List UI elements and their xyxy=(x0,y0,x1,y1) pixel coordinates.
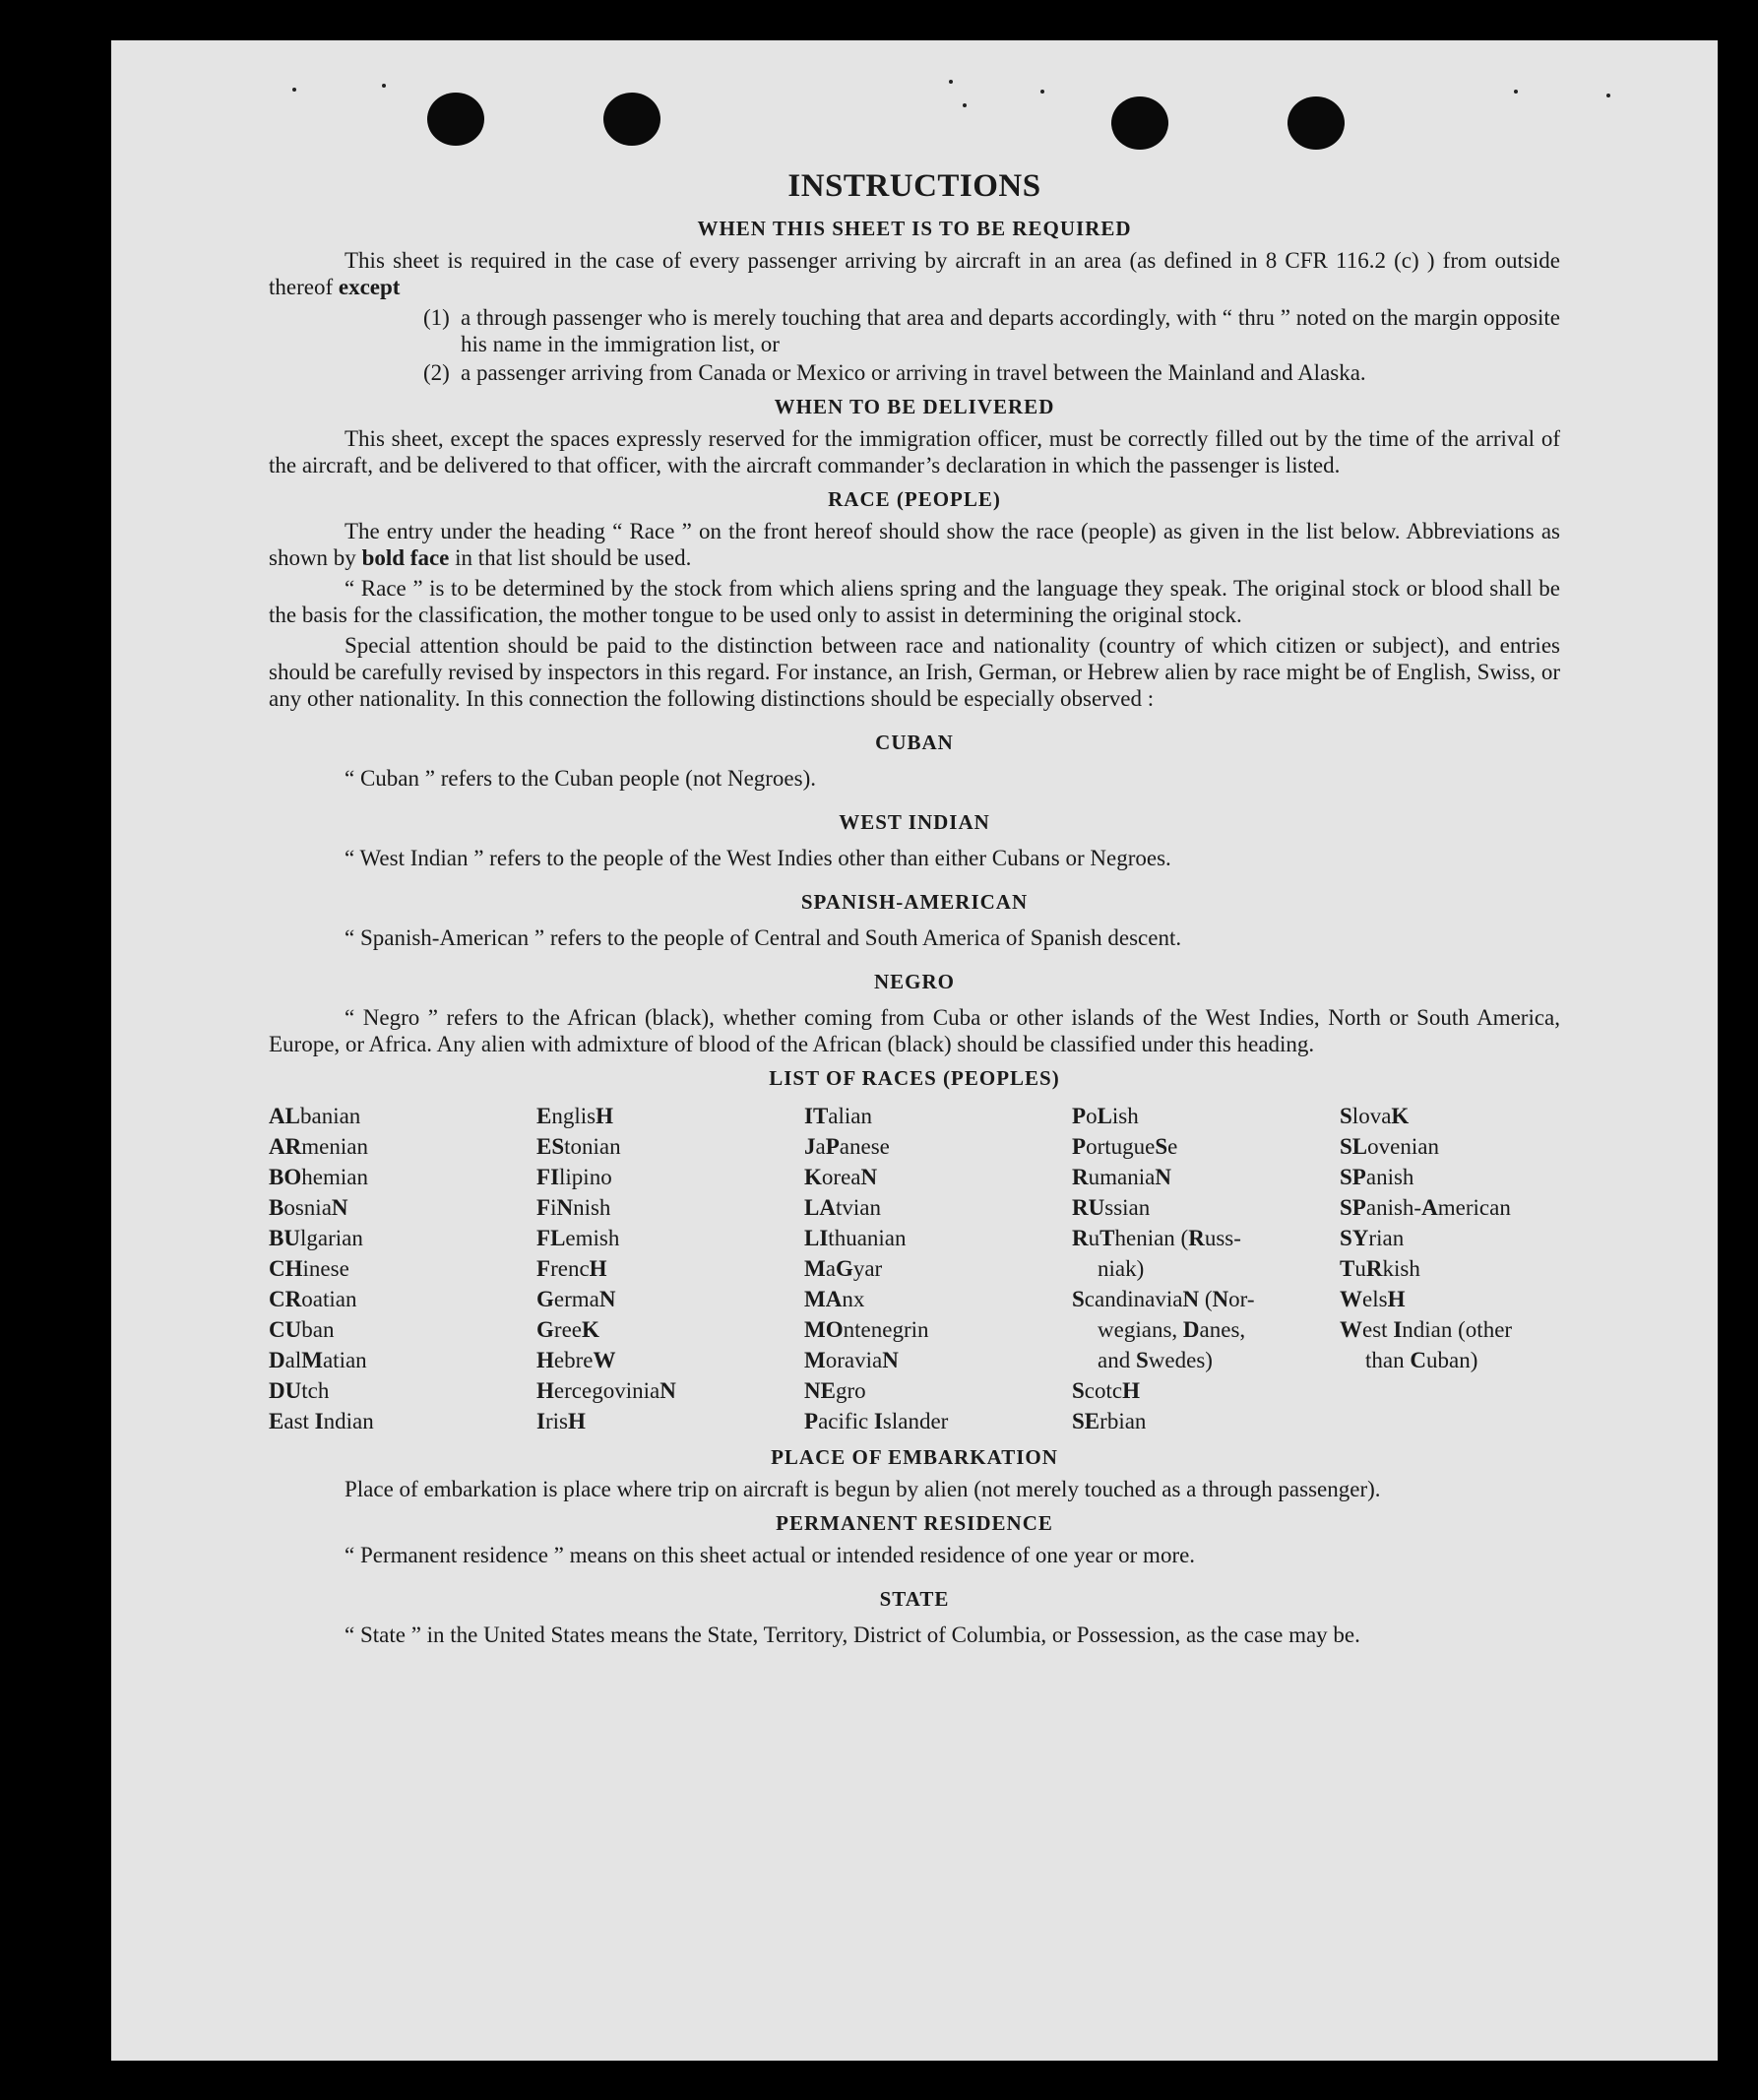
page-title: INSTRUCTIONS xyxy=(787,168,1041,204)
race-list-item: PoLish xyxy=(1072,1104,1139,1128)
race-list-item: SYrian xyxy=(1340,1226,1405,1250)
race-list-item: Pacific Islander xyxy=(804,1409,949,1433)
section-heading-embarkation: PLACE OF EMBARKATION xyxy=(771,1445,1058,1469)
race-list-item: LIthuanian xyxy=(804,1226,907,1250)
race-list-item: SPanish-American xyxy=(1340,1195,1511,1220)
race-list-item: SErbian xyxy=(1072,1409,1147,1433)
speck xyxy=(949,80,953,84)
punch-hole xyxy=(1111,96,1168,150)
required-intro-text: This sheet is required in the case of every passenger arriving by aircraft in an area (as defined in 8 CFR 116.2 (c) ) from outside thereof xyxy=(269,248,1560,299)
item-number: (2) xyxy=(423,360,450,385)
required-item-2 xyxy=(423,359,1560,386)
race-list-item: MoraviaN xyxy=(804,1348,899,1372)
item-number: (1) xyxy=(423,305,450,330)
race-list-item: ScandinaviaN (Nor- xyxy=(1072,1287,1255,1311)
cuban-text: “ Cuban ” refers to the Cuban people (not Negroes). xyxy=(345,766,817,791)
race-paragraph-3: Special attention should be paid to the distinction between race and nationality (country of which citizen or subject), and entries should be carefully revised by inspectors in this regard. For instance, an Irish, German, or Hebrew alien by race might be of English, Swiss, or any other nationality. In this connection the following distinctions should be especially observed : xyxy=(269,633,1560,711)
race-list-item: ITalian xyxy=(804,1104,873,1128)
race-list-item: CUban xyxy=(269,1317,335,1342)
race-list-item: FLemish xyxy=(536,1226,620,1250)
race-paragraph-1 xyxy=(269,518,1560,571)
section-heading-spanish-american: SPANISH-AMERICAN xyxy=(800,890,1029,914)
race-paragraph-2: “ Race ” is to be determined by the stock from which aliens spring and the language they speak. The original stock or blood shall be the basis for the classification, the mother tongue to be used only to assist in determining the original stock. xyxy=(269,576,1560,627)
speck xyxy=(1514,90,1518,94)
section-heading-west-indian: WEST INDIAN xyxy=(839,810,990,834)
race-list-item: KoreaN xyxy=(804,1165,878,1189)
race-list-item: than Cuban) xyxy=(1365,1348,1478,1372)
race-list-item: BUlgarian xyxy=(269,1226,363,1250)
race-list-item: ALbanian xyxy=(269,1104,361,1128)
race-list-item: TuRkish xyxy=(1340,1256,1420,1281)
races-column-4 xyxy=(1072,1101,1340,1436)
instructions-body xyxy=(269,166,1560,1652)
speck xyxy=(963,103,967,107)
race-list-item: MOntenegrin xyxy=(804,1317,929,1342)
spanish-american-text: “ Spanish-American ” refers to the people of Central and South America of Spanish descent. xyxy=(345,925,1182,950)
race-list-item: EnglisH xyxy=(536,1104,613,1128)
race-list-item: BosniaN xyxy=(269,1195,348,1220)
race-list-item: SPanish xyxy=(1340,1165,1414,1189)
race-list-item: MaGyar xyxy=(804,1256,883,1281)
state-text: “ State ” in the United States means the State, Territory, District of Columbia, or Possession, as the case may be. xyxy=(345,1623,1360,1647)
required-item-1 xyxy=(423,304,1560,357)
race-list-item: wegians, Danes, xyxy=(1098,1317,1246,1342)
race-list-item: GreeK xyxy=(536,1317,599,1342)
race-list-item: FIlipino xyxy=(536,1165,612,1189)
race-list-item: FrencH xyxy=(536,1256,607,1281)
race-list-item: CRoatian xyxy=(269,1287,357,1311)
section-heading-negro: NEGRO xyxy=(873,970,955,993)
race-list-item: JaPanese xyxy=(804,1134,890,1159)
delivered-text: This sheet, except the spaces expressly reserved for the immigration officer, must be correctly filled out by the time of the arrival of the aircraft, and be delivered to that officer, with the aircraft commander’s declaration in which the passenger is listed. xyxy=(269,426,1560,477)
races-column-5 xyxy=(1340,1101,1560,1436)
speck xyxy=(292,88,296,92)
race-list-item: West Indian (other xyxy=(1340,1317,1513,1342)
section-heading-required: WHEN THIS SHEET IS TO BE REQUIRED xyxy=(697,217,1132,240)
race-list-item: NEgro xyxy=(804,1378,866,1403)
race-list-item: FiNnish xyxy=(536,1195,611,1220)
section-heading-race: RACE (PEOPLE) xyxy=(828,487,1001,511)
race-list-item: SLovenian xyxy=(1340,1134,1439,1159)
race-list-item: MAnx xyxy=(804,1287,865,1311)
race-list-item: RUssian xyxy=(1072,1195,1151,1220)
race-list-item: BOhemian xyxy=(269,1165,368,1189)
required-intro xyxy=(269,247,1560,300)
punch-hole xyxy=(1287,96,1345,150)
race-list-item: East Indian xyxy=(269,1409,374,1433)
west-indian-text: “ West Indian ” refers to the people of the West Indies other than either Cubans or Negroes. xyxy=(345,846,1171,870)
race-list-item: ARmenian xyxy=(269,1134,368,1159)
race-p1-text: The entry under the heading “ Race ” on the front hereof should show the race (people) as given in the list below. Abbreviations as shown by xyxy=(269,519,1560,570)
speck xyxy=(1606,94,1610,97)
race-list-item: PortugueSe xyxy=(1072,1134,1178,1159)
races-column-1 xyxy=(269,1101,536,1436)
item-text: a through passenger who is merely touching that area and departs accordingly, with “ thru ” noted on the margin opposite his name in the immigration list, or xyxy=(461,305,1560,356)
required-intro-except: except xyxy=(338,275,401,299)
race-list-item: ScotcH xyxy=(1072,1378,1141,1403)
speck xyxy=(1040,90,1044,94)
punch-hole xyxy=(603,93,660,146)
race-p1-text-end: in that list should be used. xyxy=(455,545,692,570)
embarkation-text: Place of embarkation is place where trip on aircraft is begun by alien (not merely touched as a through passenger). xyxy=(345,1477,1381,1501)
races-column-2 xyxy=(536,1101,804,1436)
race-list-item: HercegoviniaN xyxy=(536,1378,676,1403)
document-sheet xyxy=(111,40,1718,2061)
race-list-item: CHinese xyxy=(269,1256,349,1281)
race-list-item: IrisH xyxy=(536,1409,586,1433)
residence-text: “ Permanent residence ” means on this sheet actual or intended residence of one year or more. xyxy=(345,1543,1196,1567)
section-heading-state: STATE xyxy=(879,1587,950,1611)
item-text: a passenger arriving from Canada or Mexico or arriving in travel between the Mainland and Alaska. xyxy=(461,360,1366,385)
race-list-item: HebreW xyxy=(536,1348,616,1372)
speck xyxy=(382,84,386,88)
race-list-item: SlovaK xyxy=(1340,1104,1410,1128)
negro-text: “ Negro ” refers to the African (black), whether coming from Cuba or other islands of the West Indies, North or South America, Europe, or Africa. Any alien with admixture of blood of the African (black) should be classified under this heading. xyxy=(269,1005,1560,1056)
race-list-item: niak) xyxy=(1098,1256,1145,1281)
race-list-item: DalMatian xyxy=(269,1348,367,1372)
race-list-item: and Swedes) xyxy=(1098,1348,1213,1372)
race-p1-bold: bold face xyxy=(361,545,450,570)
section-heading-residence: PERMANENT RESIDENCE xyxy=(776,1511,1053,1535)
punch-hole xyxy=(427,93,484,146)
race-list-item: LAtvian xyxy=(804,1195,881,1220)
race-list-item: WelsH xyxy=(1340,1287,1406,1311)
race-list-item: GermaN xyxy=(536,1287,616,1311)
section-heading-delivered: WHEN TO BE DELIVERED xyxy=(774,395,1055,418)
section-heading-races-list: LIST OF RACES (PEOPLES) xyxy=(769,1066,1060,1090)
race-list-item: RumaniaN xyxy=(1072,1165,1171,1189)
race-list-item: DUtch xyxy=(269,1378,330,1403)
section-heading-cuban: CUBAN xyxy=(875,731,954,754)
race-list-item: EStonian xyxy=(536,1134,621,1159)
races-list xyxy=(269,1101,1560,1436)
races-column-3 xyxy=(804,1101,1072,1436)
race-list-item: RuThenian (Russ- xyxy=(1072,1226,1241,1250)
